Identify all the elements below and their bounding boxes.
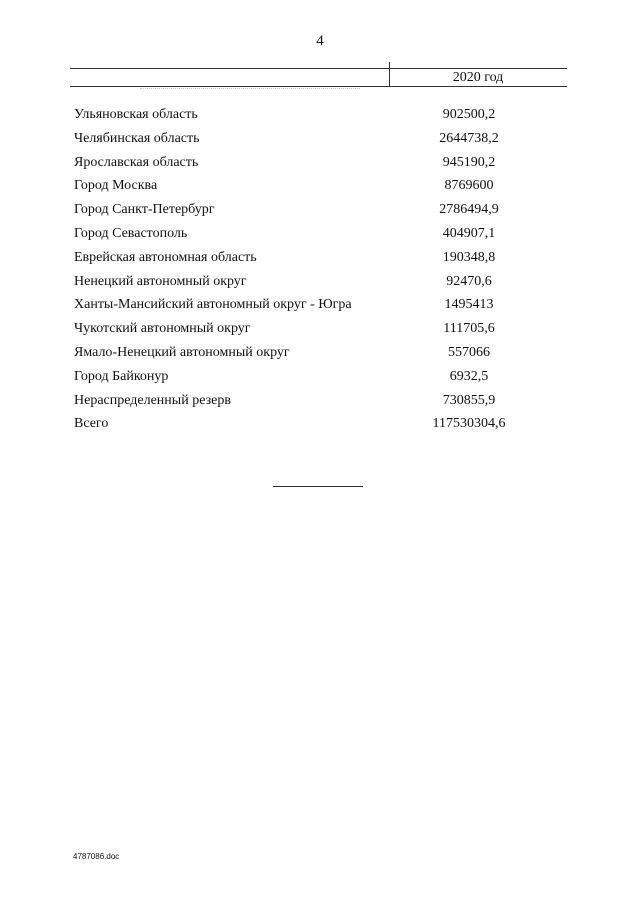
table-header-bottom-rule	[70, 86, 567, 87]
row-region-name: Ямало-Ненецкий автономный округ	[74, 344, 290, 360]
end-of-table-rule	[273, 486, 363, 487]
page-number: 4	[316, 33, 324, 49]
row-value: 404907,1	[442, 225, 496, 241]
row-value: 557066	[448, 344, 490, 360]
table-row	[74, 272, 544, 296]
row-region-name: Город Байконур	[74, 368, 169, 384]
table-row	[74, 224, 544, 248]
table-body	[74, 105, 544, 438]
row-region-name: Ярославская область	[74, 154, 199, 170]
footer-filename: 4787086.doc	[73, 852, 120, 861]
row-region-name: Ульяновская область	[74, 107, 198, 122]
table-row	[74, 367, 544, 391]
row-region-name: Еврейская автономная область	[74, 249, 257, 265]
row-value: 8769600	[444, 178, 494, 194]
column-header-year: 2020 год	[452, 70, 504, 85]
row-value: 92470,6	[446, 273, 492, 289]
row-region-name: Город Севастополь	[74, 225, 188, 241]
row-region-name: Ненецкий автономный округ	[74, 273, 247, 289]
row-value: 6932,5	[449, 368, 489, 384]
table-row	[74, 343, 544, 367]
row-value: 190348,8	[442, 249, 496, 265]
table-row	[74, 319, 544, 343]
row-value: 111705,6	[443, 321, 495, 337]
row-value: 1495413	[444, 297, 494, 313]
table-row-total	[74, 414, 544, 438]
table-row	[74, 200, 544, 224]
row-region-name: Нераспределенный резерв	[74, 392, 231, 408]
row-region-name: Чукотский автономный округ	[74, 321, 251, 337]
row-value: 730855,9	[442, 392, 496, 408]
row-total-value: 117530304,6	[432, 416, 506, 432]
table-row	[74, 176, 544, 200]
row-region-name: Город Москва	[74, 178, 158, 194]
table-row	[74, 391, 544, 415]
table-header-top-rule	[70, 68, 567, 69]
table-row	[74, 153, 544, 177]
row-region-name: Челябинская область	[74, 130, 200, 146]
row-value: 2644738,2	[439, 130, 499, 146]
table-header-faded-text	[140, 78, 360, 89]
table-row	[74, 295, 544, 319]
row-value: 945190,2	[442, 154, 496, 170]
table-row	[74, 105, 544, 129]
row-value: 902500,2	[442, 107, 496, 122]
row-value: 2786494,9	[439, 202, 499, 218]
table-row	[74, 129, 544, 153]
row-region-name: Город Санкт-Петербург	[74, 202, 215, 218]
table-row	[74, 248, 544, 272]
row-region-name: Ханты-Мансийский автономный округ - Югра	[74, 297, 352, 313]
row-total-label: Всего	[74, 416, 109, 432]
